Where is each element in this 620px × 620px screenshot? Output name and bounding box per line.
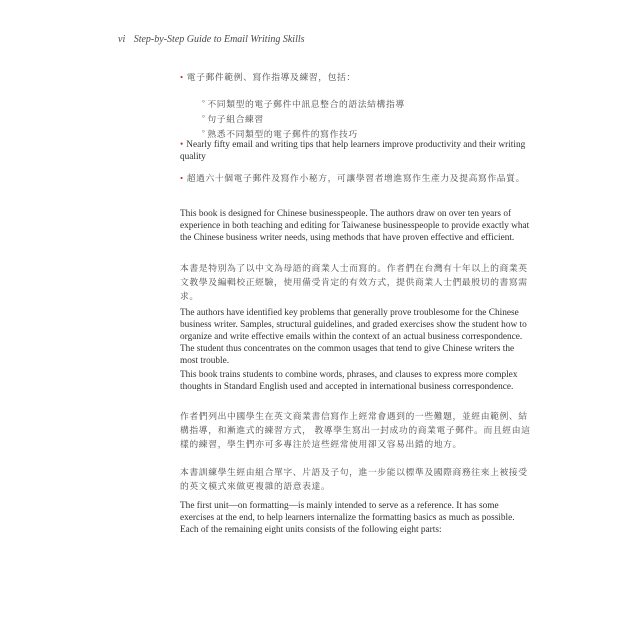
intro-zh-item — [180, 70, 532, 84]
running-head — [118, 34, 305, 45]
paragraph-key-problems-zh: 作者們列出中國學生在英文商業書信寫作上經常會遇到的一些難題，並經由範例、結構指導，和漸進式的練習方式， 教導學生寫出一封成功的商業電子郵件。而且經由這樣的練習，學生們亦可多專注於這些經常使用卻又容易出錯的地方。 — [180, 411, 531, 449]
running-head-title: Step-by-Step Guide to Email Writing Skills — [133, 34, 305, 45]
sub-marker: ° — [202, 114, 206, 122]
paragraph-first-unit-en: The first unit—on formatting—is mainly intended to serve as a reference. It has some exercises at the end, to help learners internalize the formatting basics as much as possible. Each of the remaining eight units consists of the following eight parts: — [180, 501, 515, 535]
paragraph-designed-for-zh: 本書是特別為了以中文為母語的商業人士而寫的。作者們在台灣有十年以上的商業英文教學及編輯校正經驗，使用備受肯定的有效方式，提供商業人士們最殷切的書寫需求。 — [180, 263, 528, 301]
intro-subitem-list — [180, 96, 532, 141]
sub-marker: ° — [202, 99, 206, 107]
intro-zh-text: 電子郵件範例、寫作指導及練習，包括： — [186, 72, 356, 82]
subitem-text: 不同類型的電子郵件中訊息整合的語法結構指導 — [207, 99, 405, 109]
sub-marker: ° — [202, 129, 206, 137]
subitem-text: 熟悉不同類型的電子郵件的寫作技巧 — [207, 129, 358, 139]
page-number: vi — [118, 34, 126, 45]
tips-bullet-zh-text: 超過六十個電子郵件及寫作小秘方，可讓學習者增進寫作生產力及提高寫作品質。 — [186, 173, 525, 183]
paragraph-key-problems-en: The authors have identified key problems that generally prove troublesome for the Chinese business writer. Samples, structural guidelines, and graded exercises show the student how to organize and write effective emails within the context of an actual business correspondence. The student thus concentrates on the common usages that tend to give Chinese writers the most trouble. — [180, 308, 527, 366]
tips-bullet-zh — [180, 171, 532, 185]
bullet-marker: • — [180, 140, 184, 150]
paragraph-trains-students-en: This book trains students to combine words, phrases, and clauses to express more complex thoughts in Standard English used and accepted in international business correspondence. — [180, 370, 518, 392]
subitem-text: 句子組合練習 — [207, 114, 264, 124]
subitem — [180, 96, 532, 111]
subitem — [180, 111, 532, 126]
tips-bullet-en-text: Nearly fifty email and writing tips that help learners improve productivity and their writing quality — [180, 140, 526, 162]
tips-bullet-en — [180, 139, 532, 163]
paragraph-designed-for-en: This book is designed for Chinese businesspeople. The authors draw on over ten years of experience in both teaching and editing for Taiwanese businesspeople to provide exactly what the Chinese business writer needs, using methods that have proven effective and efficient. — [180, 209, 530, 243]
paragraph-trains-students-zh: 本書訓練學生經由組合單字、片語及子句，進一步能以標準及國際商務往來上被接受的英文模式來做更複雜的語意表達。 — [180, 467, 528, 491]
bullet-marker: • — [180, 72, 184, 82]
bullet-marker: • — [180, 173, 184, 183]
